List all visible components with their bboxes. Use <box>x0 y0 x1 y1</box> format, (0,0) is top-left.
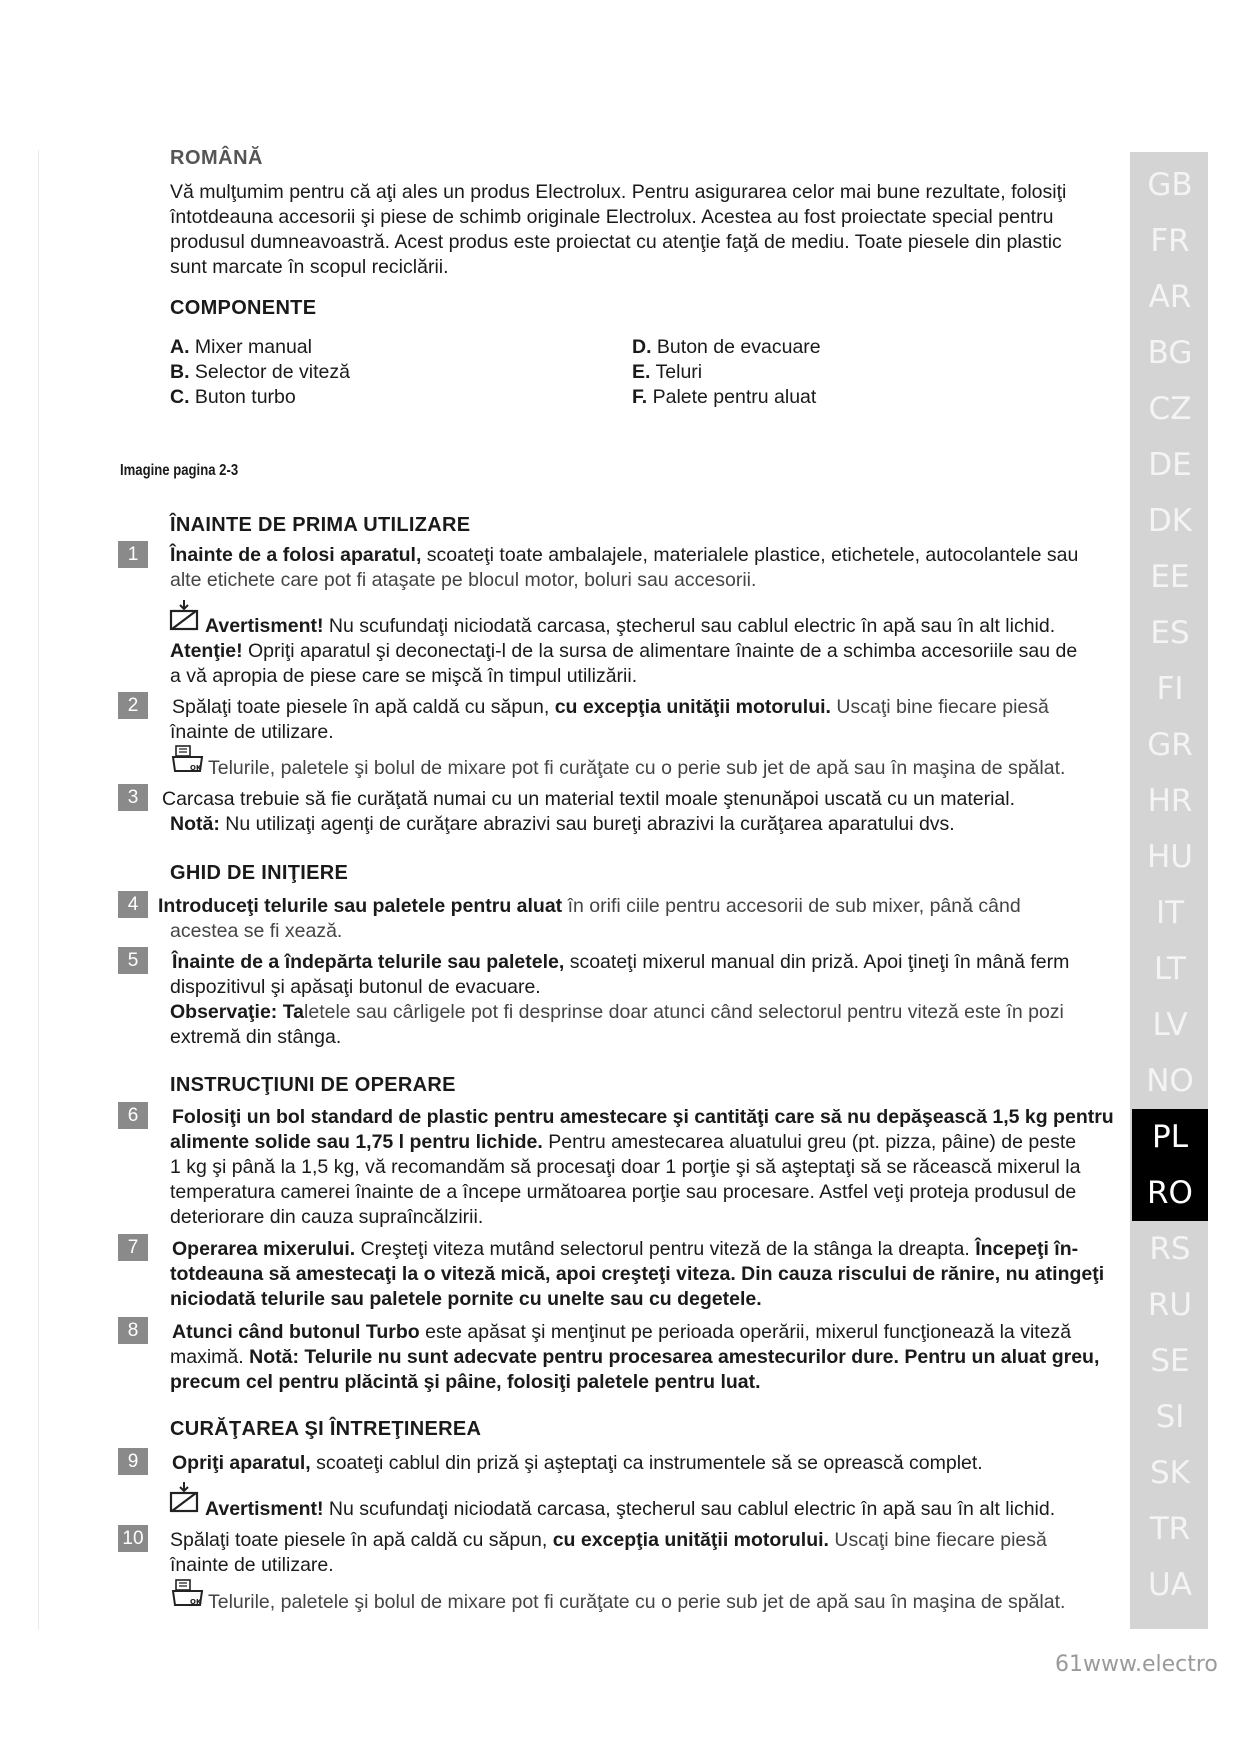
component-c: C. Buton turbo <box>170 386 296 408</box>
lang-tab-hu[interactable]: HU <box>1146 839 1193 875</box>
step-3-text: Carcasa trebuie să fie curăţată numai cu un material textil moale ştenunăpoi uscată cu un material. <box>162 788 1016 810</box>
step-10-line2: înainte de utilizare. <box>170 1554 334 1576</box>
step-number-4: 4 <box>118 891 148 918</box>
lang-tab-ee[interactable]: EE <box>1150 559 1190 595</box>
attention-line2: a vă apropia de piese care se mişcă în timpul utilizării. <box>170 665 638 687</box>
step-5-line2: dispozitivul şi apăsaţi butonul de evacuare. <box>170 976 541 998</box>
step-6-line4: temperatura camerei înainte de a începe următoarea porţie sau procesare. Astfel veţi proteja produsul de <box>170 1181 1077 1203</box>
step-9-text: Opriţi aparatul, scoateţi cablul din priză şi aşteptaţi ca instrumentele să se oprească complet. <box>172 1452 983 1474</box>
language-title: ROMÂNĂ <box>170 147 263 169</box>
attention-text: Atenţie! Opriţi aparatul şi deconectaţi-l de la sursa de alimentare înainte de a schimba accesoriile sau de <box>170 640 1078 662</box>
lang-tab-rs[interactable]: RS <box>1149 1231 1191 1267</box>
lang-tab-es[interactable]: ES <box>1150 615 1190 651</box>
dishwasher-note-1: Telurile, paletele şi bolul de mixare pot fi curăţate cu o perie sub jet de apă sau în maşina de spălat. <box>208 757 1066 779</box>
lang-tab-de[interactable]: DE <box>1148 447 1192 483</box>
step-5-line4: extremă din stânga. <box>170 1026 342 1048</box>
intro-paragraph: Vă mulţumim pentru că aţi ales un produs Electrolux. Pentru asigurarea celor mai bune rezultate, folosiţi întotdeauna accesorii şi piese de schimb originale Electrolux. Acestea au fost proiectate special pentru produsul dumneavoastră. Acest produs este proiectat cu atenţie faţă de mediu. Toate piesele din plastic sunt marcate în scopul reciclării. <box>170 181 1067 278</box>
step-number-3: 3 <box>118 784 148 811</box>
lang-tab-fr[interactable]: FR <box>1150 223 1190 259</box>
lang-tab-lv[interactable]: LV <box>1152 1007 1188 1043</box>
operating-title: INSTRUCŢIUNI DE OPERARE <box>170 1074 456 1096</box>
lang-tab-fi[interactable]: FI <box>1156 671 1184 707</box>
dishwasher-note-2: Telurile, paletele şi bolul de mixare pot fi curăţate cu o perie sub jet de apă sau în maşina de spălat. <box>208 1591 1066 1613</box>
step-1-text: Înainte de a folosi aparatul, scoateţi toate ambalajele, materialele plastice, etichetele, autocolantele sau <box>170 544 1079 566</box>
step-8-line3: precum cel pentru plăcintă şi pâine, folosiţi paletele pentru luat. <box>170 1371 761 1393</box>
component-b: B. Selector de viteză <box>170 361 350 383</box>
step-6-text: Folosiţi un bol standard de plastic pentru amestecare şi cantităţi care să nu depăşească 1,5 kg pentru <box>172 1106 1114 1128</box>
no-immersion-warning-icon <box>168 598 200 632</box>
step-number-1: 1 <box>118 541 148 568</box>
step-2-line2: înainte de utilizare. <box>170 721 334 743</box>
svg-text:OK: OK <box>190 1598 202 1606</box>
step-number-2: 2 <box>118 692 148 719</box>
lang-tab-ru[interactable]: RU <box>1147 1287 1193 1323</box>
step-6-line3: 1 kg şi până la 1,5 kg, vă recomandăm să procesaţi doar 1 porţie şi să aşteptaţi să se răcească mixerul la <box>170 1156 1081 1178</box>
no-immersion-warning-icon <box>168 1480 200 1514</box>
component-f: F. Palete pentru aluat <box>632 386 817 408</box>
step-10-text: Spălaţi toate piesele în apă caldă cu săpun, cu excepţia unităţii motorului. Uscaţi bine fiecare piesă <box>170 1529 1047 1551</box>
before-use-title: ÎNAINTE DE PRIMA UTILIZARE <box>170 514 471 536</box>
step-number-9: 9 <box>118 1448 148 1475</box>
component-e: E. Teluri <box>632 361 703 383</box>
step-number-7: 7 <box>118 1234 148 1261</box>
lang-tab-cz[interactable]: CZ <box>1148 391 1192 427</box>
image-reference: Imagine pagina 2-3 <box>120 462 239 479</box>
step-7-line3: niciodată telurile sau paletele pornite cu unelte sau cu degetele. <box>170 1288 762 1310</box>
component-a: A. Mixer manual <box>170 336 312 358</box>
lang-tab-it[interactable]: IT <box>1155 895 1185 931</box>
step-3-note: Notă: Nu utilizaţi agenţi de curăţare abrazivi sau bureţi abrazivi la curăţarea aparatului dvs. <box>170 813 955 835</box>
step-7-line2: totdeauna să amestecaţi la o viteză mică, apoi creşteţi viteza. Din cauza riscului de rănire, nu atingeţi <box>170 1263 1105 1285</box>
step-5-text: Înainte de a îndepărta telurile sau paletele, scoateţi mixerul manual din priză. Apoi ţineţi în mână ferm <box>172 951 1070 973</box>
component-d: D. Buton de evacuare <box>632 336 821 358</box>
lang-tab-se[interactable]: SE <box>1150 1343 1190 1379</box>
step-4-text: Introduceţi telurile sau paletele pentru aluat în orifi ciile pentru accesorii de sub mixer, până când <box>158 895 1021 917</box>
svg-text:OK: OK <box>190 764 202 772</box>
step-8-text: Atunci când butonul Turbo este apăsat şi menţinut pe perioada operării, mixerul funcţionează la viteză <box>172 1321 1072 1343</box>
lang-tab-ua[interactable]: UA <box>1148 1567 1192 1603</box>
step-number-5: 5 <box>118 947 148 974</box>
step-number-6: 6 <box>118 1102 148 1129</box>
warning-1: Avertisment! Nu scufundaţi niciodată carcasa, ştecherul sau cablul electric în apă sau în alt lichid. <box>205 615 1056 637</box>
lang-tab-hr[interactable]: HR <box>1147 783 1193 819</box>
lang-tab-gb[interactable]: GB <box>1147 167 1193 203</box>
lang-tab-gr[interactable]: GR <box>1147 727 1193 763</box>
step-6-line5: deteriorare din cauza supraîncălzirii. <box>170 1206 484 1228</box>
step-6-line2: alimente solide sau 1,75 l pentru lichide. Pentru amestecarea aluatului greu (pt. pizza, pâine) de peste <box>170 1131 1077 1153</box>
lang-tab-ro[interactable]: RO <box>1132 1165 1208 1221</box>
dishwasher-safe-icon <box>170 1578 206 1608</box>
lang-tab-dk[interactable]: DK <box>1147 503 1193 539</box>
warning-2: Avertisment! Nu scufundaţi niciodată carcasa, ştecherul sau cablul electric în apă sau în alt lichid. <box>205 1498 1056 1520</box>
lang-tab-sk[interactable]: SK <box>1149 1455 1190 1491</box>
start-guide-title: GHID DE INIŢIERE <box>170 862 349 884</box>
page-margin-rule <box>38 150 39 1630</box>
dishwasher-safe-icon <box>170 744 206 774</box>
lang-tab-pl[interactable]: PL <box>1132 1109 1208 1165</box>
lang-tab-ar[interactable]: AR <box>1148 279 1192 315</box>
step-number-10: 10 <box>118 1525 148 1552</box>
page-footer: 61www.electro <box>1055 1652 1218 1677</box>
cleaning-title: CURĂŢAREA ŞI ÎNTREŢINEREA <box>170 1418 482 1440</box>
components-title: COMPONENTE <box>170 297 317 319</box>
lang-tab-no[interactable]: NO <box>1146 1063 1194 1099</box>
lang-tab-tr[interactable]: TR <box>1149 1511 1191 1547</box>
lang-tab-si[interactable]: SI <box>1155 1399 1185 1435</box>
lang-tab-lt[interactable]: LT <box>1154 951 1186 987</box>
step-8-line2: maximă. Notă: Telurile nu sunt adecvate pentru procesarea amestecurilor dure. Pentru un aluat greu, <box>170 1346 1100 1368</box>
step-1-line2: alte etichete care pot fi ataşate pe blocul motor, boluri sau accesorii. <box>170 569 757 591</box>
step-7-text: Operarea mixerului. Creşteţi viteza mutând selectorul pentru viteză de la stânga la dreapta. Începeţi în- <box>172 1238 1079 1260</box>
lang-tab-bg[interactable]: BG <box>1147 335 1193 371</box>
step-2-text: Spălaţi toate piesele în apă caldă cu săpun, cu excepţia unităţii motorului. Uscaţi bine fiecare piesă <box>172 696 1049 718</box>
step-number-8: 8 <box>118 1317 148 1344</box>
step-5-observation: Observaţie: Taletele sau cârligele pot fi desprinse doar atunci când selectorul pentru viteză este în pozi <box>170 1001 1064 1023</box>
step-4-line2: acestea se fi xează. <box>170 920 343 942</box>
